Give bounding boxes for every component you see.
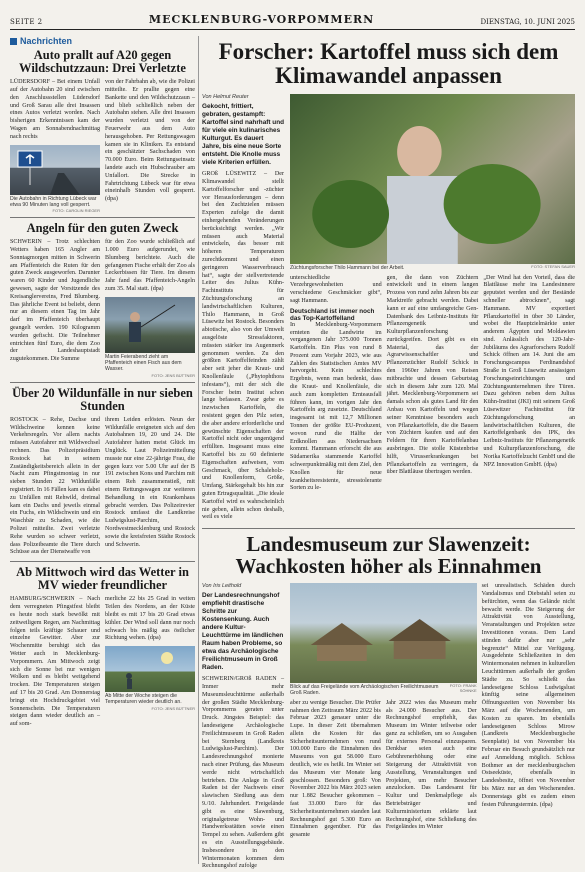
photo-credit: FOTO: FRANK SÖHNKE (449, 683, 477, 694)
article-kartoffel (202, 40, 575, 522)
researcher-with-plant-icon (290, 94, 575, 264)
article-text: SCHWERIN/GROß RADEN – Immer mehr Museumsleuchttürme außerhalb der großen Städte Mecklenburg-Vorpommerns geraten unter Druck. Jüngstes Beispiel: das landeseigene Archäologische Freilichtmuseum in Groß Raden bei Sternberg (Landkreis Ludwigslust-Parchim). Der Landesrechnungshof monierte nach einer Prüfung, das Museum werde nicht wirtschaftlich betrieben. Die Anlage in Groß Raden ist der Nachweis einer slawischen Siedlung aus dem 9./10. Jahrhundert. Freigelände gibt es eine Slawenburg, originalgetreue Wohn- und Handwerksstätten sowie einen Tempel zu sehen. Außerdem gibt es ein Ausstellungsgebäude. Insbesondere in den Wintermonaten kommen dem Rechnungshof zufolge (202, 676, 284, 870)
article-text: merliche 22 bis 25 Grad in weiten Teilen des Nordens, an der Küste bleibt es mit 17 bis 20 Grad etwas kühler. Der Wind soll dann nur noch schwach bis mäßig aus östlicher Richtung wehen. (dpa) (105, 596, 195, 642)
article-title: Angeln für den guten Zweck (26, 221, 179, 236)
issue-date: DIENSTAG, 10. JUNI 2025 (480, 18, 575, 26)
article-angeln (10, 222, 195, 377)
square-icon (10, 38, 17, 45)
article-text: In Mecklenburg-Vorpommern ernteten die Landwirte im vergangenen Jahr 375.000 Tonnen Kartoffeln. Ein Plus von rund 8 Prozent zum Vorjahr 2023, wie aus Zahlen des Statistischen Amtes MV hervorgeht. Kein schlechtes Ergebnis, wenn man bedenkt, dass die Kraut- und Knollenfäule, die auch zum kompletten Ernteausfall führen kann, im vorigen Jahr den Kartoffeln arg zusetzte. Deutschland insgesamt ist mit 12,7 Millionen Tonnen der größte EU-Produzent, wovon rund die Hälfte der Erdknollen aus Niedersachsen kommt. Hammann erforscht die aus Südamerika stammende Kartoffel schwerpunktmäßig mit dem Ziel, den Knollen für neue krankheitsresistente, stresstolerante Sorten zu le- (290, 321, 382, 492)
article-text: sei unrealistisch. Schäden durch Vandalismus und Diebstahl seien zu befürchten, wenn das Gelände nicht bewacht werde. Die Steigerung der Attraktivität von Ausstellung, Veranstaltungen und Projekten setze Investitionen voraus. Dem Land stünden dafür aber nur „sehr begrenzte“ Mittel zur Verfügung. Ausgedehnte Schließzeiten in den Wintermonaten nehmen in kulturellen Leuchttürmen außerhalb der großen Städte zu. So schließt das landeseigene Schloss Ludwigslust künftig seine allgemeinen Öffnungszeiten von November bis März auf die Wochenenden, um Kosten zu sparen. Im ebenfalls landeseigenen Schloss Mirow (Landkreis Mecklenburgische Seenplatte) ist von November bis Februar ein Besuch grundsätzlich nur auf Anmeldung möglich. Schloss Bothmer an der mecklenburgischen Ostseeküste, ebenfalls in Landesbesitz, öffnet von November bis März nur an den Wochenenden. Donnerstags gibt es zudem einen festen Führungstermin. (dpa) (481, 583, 575, 808)
photo-caption: Martin Feierabend zieht am Pfaffenteich einen Fisch aus dem Wasser. (105, 353, 182, 373)
article-text: GROß LÜSEWITZ – Der Klimawandel stellt Kartoffelforscher und -züchter vor Herausforderungen – denn bei den Zuchtzielen müssen Experten zufolge die damit einhergehenden Veränderungen berücksichtigt werden. „Wir müssen auch Material entwickeln, das besser mit höheren Temperaturen zurechtkommt und einen geringeren Wasserverbrauch hat“, sagte der stellvertretende Leiter des Julius Kühn-Fachinstituts für Züchtungsforschung an landwirtschaftlichen Kulturen, Thilo Hammann, in Groß Lüsewitz bei Rostock. Besonders abiotische, also von der Umwelt ausgelöste Stressfaktoren, müssten stärker ins Augenmerk genommen werden. Zu den größten Kartoffelfeinden zählt aber seit jeher die Kraut- und Knollenfäule („Phytophthora infestans“), mit der sich die Forscher beim Institut schon lange befassen. Zwar gebe es inzwischen Kartoffeln, die resistent gegen den Pilz seien, die aber andere erforderliche und gewünschte Eigenschaften der Kartoffel nicht oder ungenügend erfüllten. Insgesamt muss eine Kartoffel bis zu 60 definierte Eigenschaften aufweisen, vom Geschmack, über Schaleholz- und Knollenform, Größe, Umfang, Stärkegehalt bis hin zur guten Ertragsqualität. „Die ideale Kartoffel wird es wahrscheinlich nie geben, allein schon deshalb, weil es viele (202, 171, 284, 521)
slavic-settlement-icon (290, 583, 477, 683)
article-text: ihrem Leiden erlösten. Neun der Wildunfälle ereigneten sich auf den Autobahnen 19, 20 und 24. Die Autofahrer hatten meist Glück im Unglück. Laut Polizeimitteilung musste nur eine 22-jährige Frau, die gegen kurz vor 5.00 Uhr auf der B 191 zwischen Kons und Parchim mit einem Reh zusammenstieß, mit einem Rettungswagen zur weiteren Behandlung in ein Krankenhaus gebracht werden. Das Polizeirevier Rostock umfasst die Landkreise Ludwigslust-Parchim, Nordwestmecklenburg und Rostock sowie die kreisfreien Städte Rostock und Schwerin. (105, 416, 195, 548)
photo-caption: Ab Mitte der Woche steigen die Temperaturen wieder deutlich an. (105, 693, 182, 706)
article-text: „Der Wind hat den Vorteil, dass die Blattläuse mehr ins Landesinnere geputstet werden und der Bestände schneller abtrocknen“, sagt Hammann. MV exportiert Pflanzkartoffel in über 30 Länder, wobei die Hauptzielmärkte unter anderem Ägypten und Moldawien sind. Anlässlich des 120-Jahr-Jubiläums des Agrarforschers Rudolf Schick öffnen am 14. Juni die am Forschungscampus Ferdinandshof Straße in Groß Lüsewitz ansässigen Forschungseinrichtungen und Züchtungsunternehmen ihre Türen. Dazu gehören neben dem Julius Kühn-Institut (JKI) mit seinem Groß Lüsewitzer Fachinstitut für Züchtungsforschung an landwirtschaftlichen Kulturen, die Kartoffelgenbank des IPK, des Leibniz-Instituts für Pflanzengenetik und Kulturpflanzenforschung, die Norika Kartoffelzucht GmbH und die NPZ Innovation GmbH. (dpa) (483, 274, 576, 468)
article-text: unterschiedliche Verzehrgewohnheiten und verschiedene Geschmäcker gibt“, sagt Hammann. (290, 274, 382, 304)
researcher-photo (290, 94, 575, 264)
page-number: SEITE 2 (10, 18, 43, 26)
photo-credit: FOTO: STEFAN SAUER (531, 264, 575, 270)
article-a20-accident (10, 49, 195, 213)
photo-caption: Die Autobahn in Richtung Lübeck war etwa 90 Minuten lang voll gesperrt. (10, 195, 97, 208)
photo-credit: FOTO: JENS BÜTTNER (151, 705, 195, 711)
photo-caption: Blick auf das Freigelände vom Archäologischen Freilichtmuseum Groß Raden. (290, 684, 439, 697)
article-title: Landesmuseum zur Slawenzeit: Wachkosten höher als Einnahmen (235, 532, 542, 579)
article-title: Auto prallt auf A20 gegen Wildschutzzaun: Drei Verletzte (19, 48, 186, 76)
article-text: ROSTOCK – Rehe, Dachse und Wildschweine kennen keine Verkehrsregeln. Vor allem nachts müssen Autofahrer mit Wildwechsel rechnen. Das Polizeipräsidium Rostock hat in seinem Zuständigkeitsbereich allein in der Nacht zum Pfingstmontag in nur sieben Stunden 22 Wildunfälle registriert. In 16 Fällen kam es dabei zu Unfällen mit Rehwild, dreimal kam ein Dachs und jeweils einmal ein Fuchs, ein Wildschwein und ein Waschbär zu Schaden, wie die Polizei mitteilte. Zwei verletzte Rehe wurden so schwer verletzt, dass Polizeibeamte die Tiere durch Schüsse aus der Dienstwaffe von (10, 416, 100, 556)
section-title: MECKLENBURG-VORPOMMERN (148, 13, 375, 26)
lead-paragraph: Der Landesrechnungshof empfiehlt drastische Schritte zur Kostensenkung. Auch andere Kultur-Leuchttürme im ländlichen Raum haben Probleme, so etwa das Archäologische Freilichtmuseum in Groß Raden. (202, 592, 284, 672)
museum-photo (290, 583, 477, 683)
photo-caption: Züchtungsforscher Thilo Hammann bei der Arbeit. (290, 265, 405, 272)
article-text: aber zu wenige Besucher. Die Prüfer nahmen den Zeitraum März 2022 bis Februar 2023 genauer unter die Lupe. In dieser Zeit übernahmen allein die Kosten für das Sicherheitsunternehmen von rund 100.000 Euro die Einnahmen des Museums von gut 58.000 Euro deutlich, wie es heißt. Im Winter sei das Museum vier Monate lang geschlossen. Besonders groß: Von November 2022 bis März 2023 seien nur 1.882 Besucher gekommen – fast 33.000 Euro für das Sicherheitsunternehmen standen laut Rechnungshof gut 5.300 Euro an Einnahmen gegenüber. Für das gesamte (290, 699, 381, 839)
highway-sign-icon (10, 145, 96, 195)
article-wildunfaelle (10, 387, 195, 558)
nachrichten-kicker: Nachrichten (10, 36, 195, 46)
article-text: HAMBURG/SCHWERIN – Nach dem verregneten Pfingstfest bleibt es heute noch stark bewölkt mit zeitweiligem Regen, am Nachmittag folgen teils kräftige Schauer und einzelne Gewitter. Aber zur Wochenmitte beruhigt sich das Wetter auch in Mecklenburg-Vorpommern. Am Mittwoch zeigt sich die Sonne bei nur wenigen Wolken und es bleibt weitgehend trocken. Die Temperaturen steigen auf 17 bis 20 Grad. Am Donnerstag bringt ein Hochdruckgebiet viel Sonnenschein. Die Temperaturen steigen dann wieder deutlich an – auf som- (10, 596, 100, 728)
author-byline: Von Helmut Reuter (202, 94, 249, 101)
weather-photo (105, 646, 195, 692)
angler-figure-icon (105, 297, 191, 353)
lead-article-title: Forscher: Kartoffel muss sich dem Klimawandel anpassen (218, 39, 559, 89)
article-text: für den Zoo wurde schließlich auf 1.000 Euro aufgerundet, wie Blumberg berichtete. Auch die gefangenen Fische erhält der Zoo als Leckerbissen für Tiere. Im diesem Jahr fand das Pfaffenteich-Angeln zum 35. Mal statt. (dpa) (105, 239, 195, 292)
lead-paragraph: Gekocht, frittiert, gebraten, gestampft: Kartoffel sind nahrhaft und für viele ein kulinarisches Kulturgut. Es dauert Jahre, bis eine neue Sorte entsteht. Die Knolle muss viele Kriterien erfüllen. (202, 103, 285, 167)
photo-credit: FOTO: JENS BÜTTNER (151, 372, 195, 378)
article-text: Jahr 2022 wies das Museum mehr als 24.000 Besucher aus. Der Rechnungshof empfiehlt, das Museum im Winter teilweise oder ganz zu schließen, um so Ausgaben für externes Personal einzusparen. Denkbar seien auch eine Gebührenerhöhung oder eine Steigerung der Attraktivität von Ausstellung, Veranstaltungen und Projekten, um mehr Besucher anzulocken. Das Landesamt für Kultur und Denkmalpflege als Betriebsträger und Kulturministerium erklärte laut Rechnungshof, eine Schließung des Freigeländes im Winter (385, 699, 477, 831)
sunny-field-icon (105, 646, 191, 692)
page-header (10, 8, 575, 30)
article-text: SCHWERIN – Trotz schlechten Wetters haben 165 Angler am Sonntagmorgen mitten in Schwerin am Pfaffenteich die Ruten für den guten Zweck ausgeworfen. Darunter waren 60 Kinder und Jugendliche gewesen, sagte der Vorsitzende des Kreisanglervereins, Fred Blumberg. Das jährliche Event ist beliebt, denn nur an diesem einen Tag im Jahr darf im Pfaffenteich überhaupt geangelt werden. 190 Kilogramm wurden gefischt. Die Teilnehmer entrichten fünf Euro, die dem Zoo der Landeshauptstadt zugutekommen. Die Summe (10, 239, 100, 363)
article-text: von der Fahrbahn ab, wie die Polizei mitteilte. Er prallte gegen eine Bankette und den Wildschutzzaun – und blieb schließlich neben der Autobahn stehen. Alle drei Insassen wurden verletzt und von der Feuerwehr aus dem Auto herausgehoben. Per Rettungswagen kamen sie in Kliniken. Es entstand ein geschätzter Sachschaden von 70.000 Euro. Beim Rettungseinsatz landete auch ein Hubschrauber am Unfallort. Die Strecke in Fahrtrichtung Lübeck war für etwa eineinhalb Stunden voll gesperrt. (dpa) (105, 79, 195, 203)
subheading: Deutschland ist immer noch das Top-Kartoffelland (290, 307, 375, 322)
photo-credit: FOTO: CAROLIN RIEGER (52, 208, 100, 214)
main-column (202, 36, 576, 870)
article-text: gen, die dann von Züchtern entwickelt und in einem langen Prozess von rund zehn Jahren bis zur Marktreife gebracht werden. Dabei kann er auf eine umfangreiche Gen-Datenbank des Leibniz-Instituts für Pflanzengenetik und Kulturpflanzenforschung zurückgreifen. Dort gibt es ein Material, das der Agrarwissenschaftler und Pflanzenzüchter Rudolf Schick in den 1960er Jahren von Reisen mitbrachte und dessen Geburtstag sich in diesem Jahr zum 120. Mal jährt. Mecklenburg-Vorpommern sei damals schon als gutes Land für den Anbau von Kartoffeln und wegen seiner Kenntnisse besonders auch von Pflanzkartoffeln, die die Bauern von Züchtern kaufen und auf den Feldern für ihren Kartoffelanbau ausbringen. Die stolle Küstenbrise hilft, Virusserkrankungen bei Pflanzkartoffeln zu verringern, da über Blattläuse übertragen werden. (386, 274, 479, 476)
article-wetter (10, 566, 195, 729)
author-byline: Von Iris Leithold (202, 583, 242, 590)
angler-photo (105, 297, 195, 353)
news-column (10, 36, 195, 864)
article-title: Ab Mittwoch wird das Wetter in MV wieder freundlicher (16, 565, 189, 593)
highway-photo (10, 145, 100, 195)
article-text: LÜDERSDORF – Bei einem Unfall auf der Autobahn 20 sind zwischen den Anschlussstellen Lüdersdorf und Groß Sarau alle drei Insassen eines Autos verletzt worden. Nach bisherigen Erkenntnissen kam der Wagen am Sonnabendnachmittag nach rechts (10, 79, 100, 140)
article-landesmuseum (202, 533, 575, 871)
article-title: Über 20 Wildunfälle in nur sieben Stunden (12, 385, 193, 413)
